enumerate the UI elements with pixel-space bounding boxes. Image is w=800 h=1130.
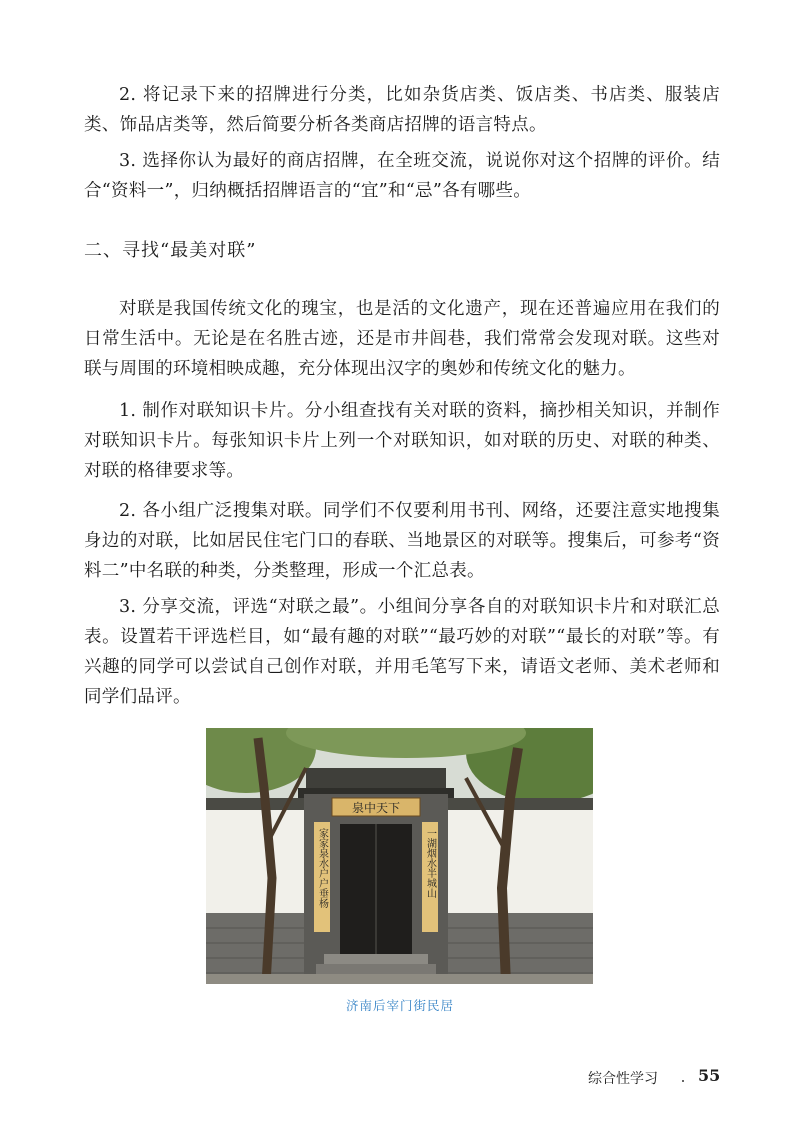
- footer-section-name: 综合性学习: [588, 1071, 658, 1087]
- plaque-text: 泉中天下: [351, 801, 401, 815]
- section-heading: 二、寻找“最美对联”: [84, 240, 257, 261]
- photo-illustration: [206, 728, 593, 984]
- left-couplet: 家家泉水户户垂杨: [316, 828, 328, 908]
- paragraph: 3. 选择你认为最好的商店招牌，在全班交流，说说你对这个招牌的评价。结合“资料一”，归纳概括招牌语言的“宜”和“忌”各有哪些。: [84, 151, 720, 201]
- page-number: 55: [698, 1066, 721, 1085]
- paragraph: 3. 分享交流，评选“对联之最”。小组间分享各自的对联知识卡片和对联汇总表。设置若干评选栏目，如“最有趣的对联”“最巧妙的对联”“最长的对联”等。有兴趣的同学可以尝试自己创作对联，并用毛笔写下来，请语文老师、美术老师和同学们品评。: [84, 597, 720, 707]
- paragraph: 2. 将记录下来的招牌进行分类，比如杂货店类、饭店类、书店类、服装店类、饰品店类等，然后简要分析各类商店招牌的语言特点。: [84, 85, 720, 135]
- paragraph: 2. 各小组广泛搜集对联。同学们不仅要利用书刊、网络，还要注意实地搜集身边的对联，比如居民住宅门口的春联、当地景区的对联等。搜集后，可参考“资料二”中名联的种类，分类整理，形成一个汇总表。: [84, 501, 720, 581]
- right-couplet: 一湖烟水半城山: [424, 828, 436, 898]
- figure-caption: 济南后宰门街民居: [345, 998, 454, 1013]
- footer-divider: [682, 1080, 684, 1082]
- residence-gate-photo: [206, 728, 593, 984]
- paragraph: 对联是我国传统文化的瑰宝，也是活的文化遗产，现在还普遍应用在我们的日常生活中。无论是在名胜古迹，还是市井闾巷，我们常常会发现对联。这些对联与周围的环境相映成趣，充分体现出汉字的奥妙和传统文化的魅力。: [84, 299, 720, 379]
- paragraph: 1. 制作对联知识卡片。分小组查找有关对联的资料，摘抄相关知识，并制作对联知识卡片。每张知识卡片上列一个对联知识，如对联的历史、对联的种类、对联的格律要求等。: [84, 401, 720, 481]
